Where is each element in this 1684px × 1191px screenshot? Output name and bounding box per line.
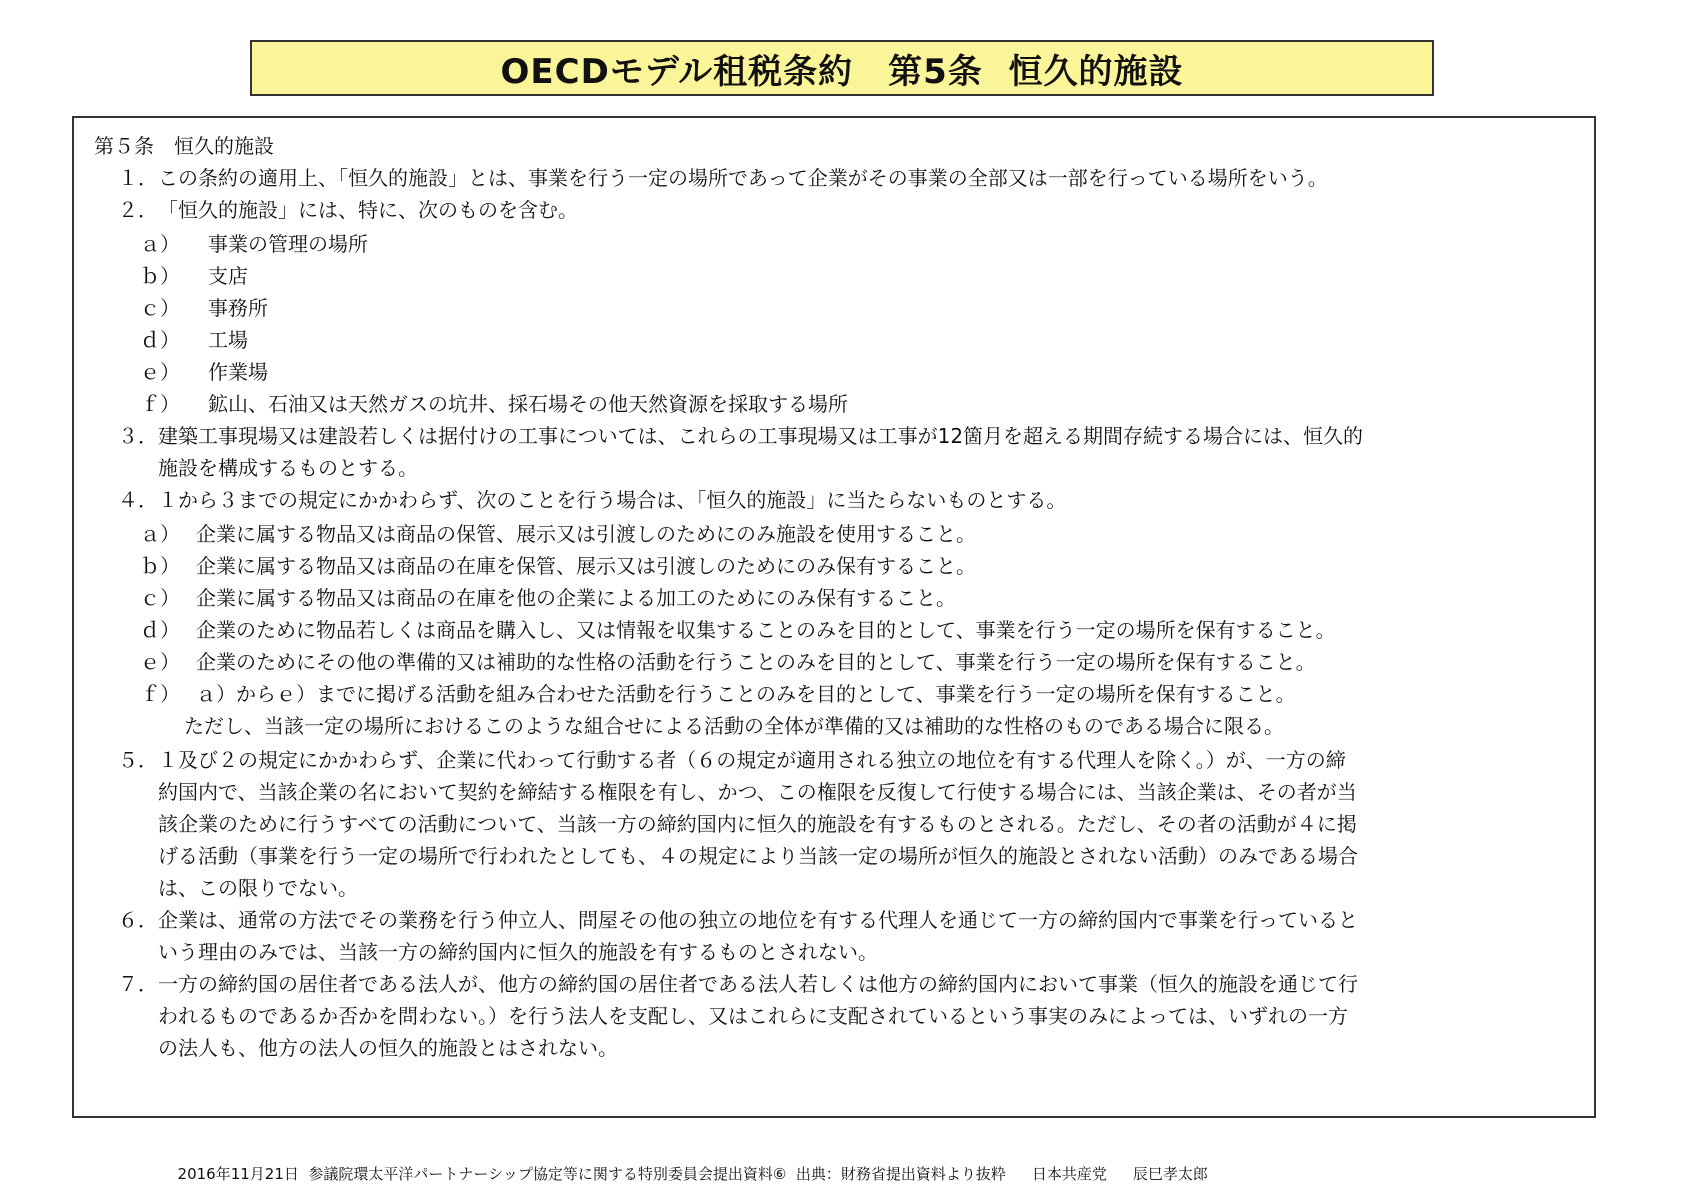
paragraph-2-number: ２． bbox=[118, 198, 158, 222]
paragraph-4-note: ただし、当該一定の場所におけるこのような組合せによる活動の全体が準備的又は補助的な性格のものである場合に限る。 bbox=[184, 714, 1284, 738]
paragraph-2-item-text: 事業の管理の場所 bbox=[208, 232, 368, 256]
paragraph-4-item-text: 企業に属する物品又は商品の在庫を保管、展示又は引渡しのためにのみ保有すること。 bbox=[196, 554, 976, 578]
paragraph-4-item-text: 企業に属する物品又は商品の保管、展示又は引渡しのためにのみ施設を使用すること。 bbox=[196, 522, 976, 546]
paragraph-3-line-1: 建築工事現場又は建設若しくは据付けの工事については、これらの工事現場又は工事が12箇月を超える期間存続する場合には、恒久的 bbox=[158, 424, 1364, 448]
paragraph-4-item-label: ｂ） bbox=[140, 554, 180, 578]
paragraph-2-item-label: ｃ） bbox=[140, 296, 180, 320]
paragraph-2-item-text: 支店 bbox=[208, 264, 248, 288]
paragraph-2-item-label: ｄ） bbox=[140, 328, 180, 352]
paragraph-2-item-text: 作業場 bbox=[208, 360, 268, 384]
paragraph-2-item-text: 事務所 bbox=[208, 296, 268, 320]
paragraph-4-line-1: １から３までの規定にかかわらず、次のことを行う場合は、「恒久的施設」に当たらないものとする。 bbox=[158, 488, 1067, 512]
paragraph-4-item-text: 企業のために物品若しくは商品を購入し、又は情報を収集することのみを目的として、事業を行う一定の場所を保有すること。 bbox=[196, 618, 1336, 642]
footer-member: 辰巳孝太郎 bbox=[1132, 1165, 1208, 1183]
footer-party: 日本共産党 bbox=[1031, 1165, 1107, 1183]
paragraph-7-line-3: の法人も、他方の法人の恒久的施設とはされない。 bbox=[158, 1036, 618, 1060]
paragraph-7-number: ７． bbox=[118, 972, 158, 996]
paragraph-3-line-2: 施設を構成するものとする。 bbox=[158, 456, 418, 480]
footer-source: 2016年11月21日 参議院環太平洋パートナーシップ協定等に関する特別委員会提出資料⑥ 出典：財務省提出資料より抜粋 bbox=[177, 1165, 1006, 1183]
paragraph-6-line-2: いう理由のみでは、当該一方の締約国内に恒久的施設を有するものとされない。 bbox=[158, 940, 878, 964]
paragraph-5-line-3: 該企業のために行うすべての活動について、当該一方の締約国内に恒久的施設を有するものとされる。ただし、その者の活動が４に掲 bbox=[158, 812, 1357, 836]
paragraph-5-line-5: は、この限りでない。 bbox=[158, 876, 358, 900]
footer-credit bbox=[168, 1144, 1208, 1184]
paragraph-1-line-1: この条約の適用上、「恒久的施設」とは、事業を行う一定の場所であって企業がその事業の全部又は一部を行っている場所をいう。 bbox=[158, 166, 1328, 190]
article-heading: 第５条 恒久的施設 bbox=[94, 134, 274, 158]
paragraph-2-item-label: ｂ） bbox=[140, 264, 180, 288]
paragraph-4-item-label: ａ） bbox=[140, 522, 180, 546]
paragraph-5-line-1: １及び２の規定にかかわらず、企業に代わって行動する者（６の規定が適用される独立の地位を有する代理人を除く。）が、一方の締 bbox=[158, 748, 1346, 772]
paragraph-4-item-text: ａ）からｅ）までに掲げる活動を組み合わせた活動を行うことのみを目的として、事業を行う一定の場所を保有すること。 bbox=[196, 682, 1296, 706]
title-banner bbox=[250, 40, 1434, 96]
paragraph-5-number: ５． bbox=[118, 748, 158, 772]
paragraph-2-item-label: ｆ） bbox=[140, 392, 180, 416]
paragraph-2-item-label: ｅ） bbox=[140, 360, 180, 384]
paragraph-5-line-2: 約国内で、当該企業の名において契約を締結する権限を有し、かつ、この権限を反復して行使する場合には、当該企業は、その者が当 bbox=[158, 780, 1357, 804]
paragraph-4-item-text: 企業のためにその他の準備的又は補助的な性格の活動を行うことのみを目的として、事業を行う一定の場所を保有すること。 bbox=[196, 650, 1316, 674]
paragraph-4-item-label: ｃ） bbox=[140, 586, 180, 610]
paragraph-2-item-text: 工場 bbox=[208, 328, 248, 352]
paragraph-4-item-text: 企業に属する物品又は商品の在庫を他の企業による加工のためにのみ保有すること。 bbox=[196, 586, 956, 610]
paragraph-5-line-4: げる活動（事業を行う一定の場所で行われたとしても、４の規定により当該一定の場所が恒久的施設とされない活動）のみである場合 bbox=[158, 844, 1358, 868]
paragraph-7-line-1: 一方の締約国の居住者である法人が、他方の締約国の居住者である法人若しくは他方の締約国内において事業（恒久的施設を通じて行 bbox=[158, 972, 1358, 996]
paragraph-6-number: ６． bbox=[118, 908, 158, 932]
paragraph-7-line-2: われるものであるか否かを問わない。）を行う法人を支配し、又はこれらに支配されているという事実のみによっては、いずれの一方 bbox=[158, 1004, 1348, 1028]
page-title: OECDモデル租税条約 第5条 恒久的施設 bbox=[500, 51, 1184, 92]
paragraph-2-line-1: 「恒久的施設」には、特に、次のものを含む。 bbox=[158, 198, 578, 222]
paragraph-4-item-label: ｄ） bbox=[140, 618, 180, 642]
paragraph-3-number: ３． bbox=[118, 424, 158, 448]
paragraph-2-item-label: ａ） bbox=[140, 232, 180, 256]
paragraph-4-number: ４． bbox=[118, 488, 158, 512]
paragraph-6-line-1: 企業は、通常の方法でその業務を行う仲立人、問屋その他の独立の地位を有する代理人を通じて一方の締約国内で事業を行っていると bbox=[158, 908, 1358, 932]
paragraph-1-number: １． bbox=[118, 166, 158, 190]
paragraph-4-item-label: ｅ） bbox=[140, 650, 180, 674]
paragraph-2-item-text: 鉱山、石油又は天然ガスの坑井、採石場その他天然資源を採取する場所 bbox=[208, 392, 848, 416]
paragraph-4-item-label: ｆ） bbox=[140, 682, 180, 706]
